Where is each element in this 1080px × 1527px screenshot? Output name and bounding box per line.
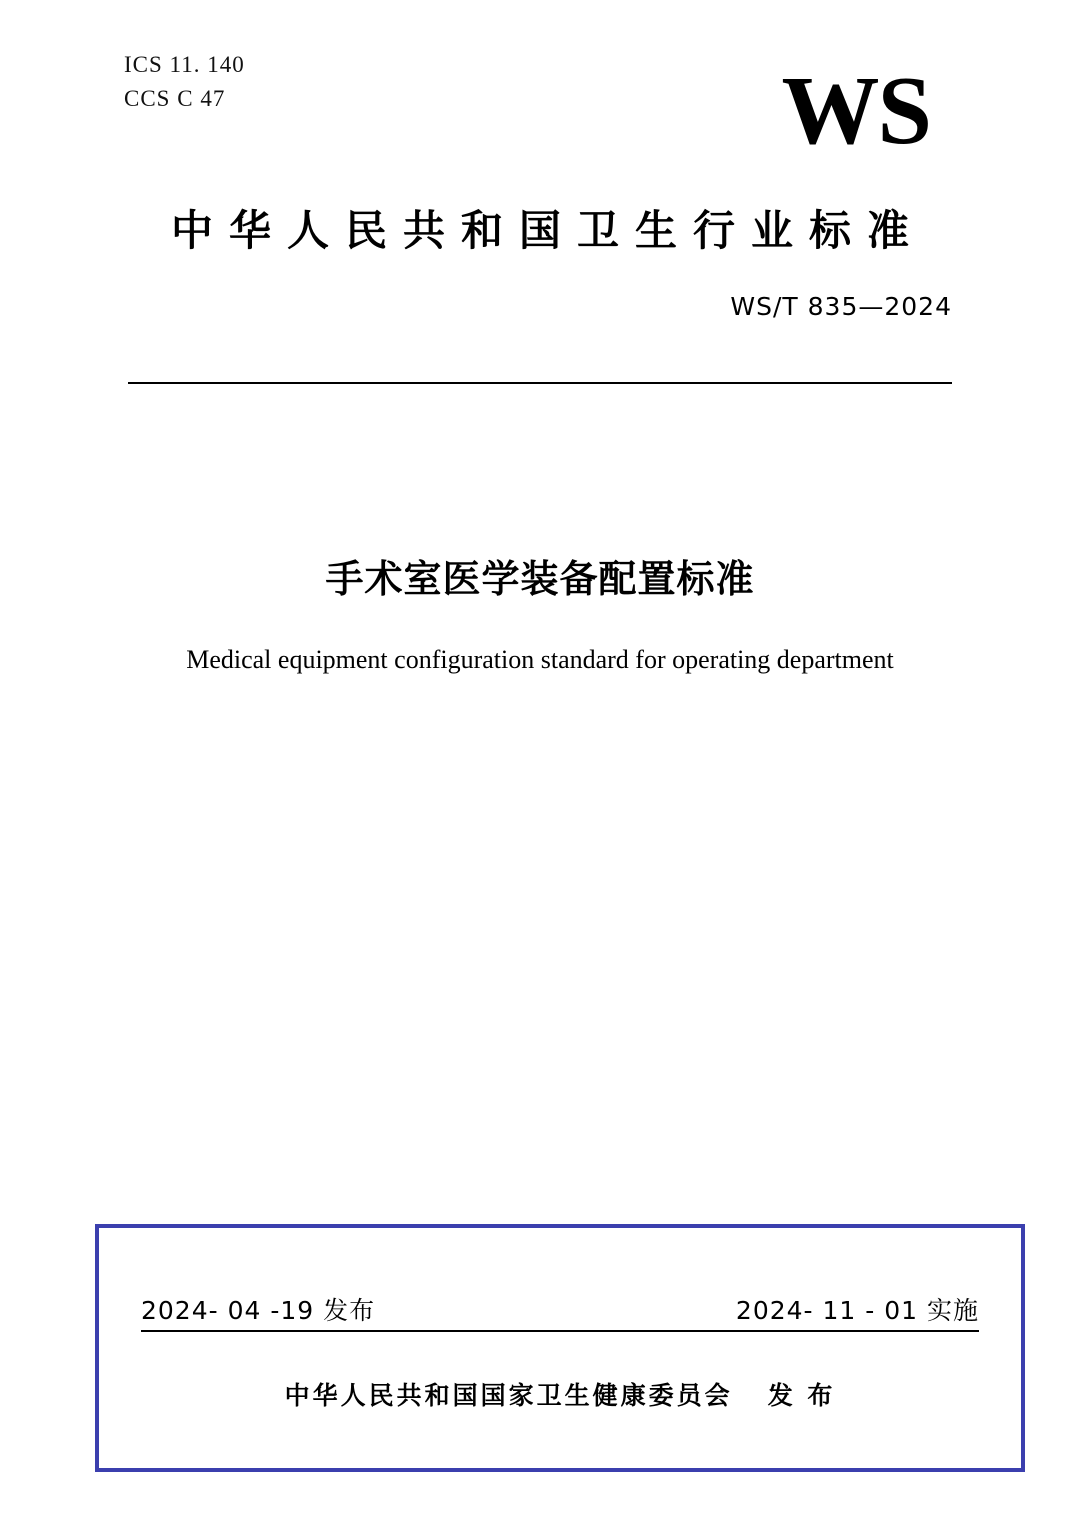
publication-frame [95, 1224, 1025, 1472]
issue-date: 2024- 04 -19 发布 [141, 1296, 376, 1325]
classification-codes [124, 48, 245, 116]
standard-number: WS/T 835—2024 [730, 292, 952, 321]
ics-code: ICS 11. 140 [124, 52, 245, 77]
effective-date: 2024- 11 - 01 实施 [735, 1296, 979, 1325]
publication-dates [141, 1288, 979, 1332]
ws-logo: WS [781, 57, 930, 165]
document-title-chinese: 手术室医学装备配置标准 [325, 557, 755, 601]
national-standard-title: 中华人民共和国卫生行业标准 [170, 206, 925, 255]
ccs-code: CCS C 47 [124, 86, 226, 111]
issuing-authority: 中华人民共和国国家卫生健康委员会 发 布 [284, 1381, 836, 1410]
header-divider [128, 382, 952, 384]
document-title-english: Medical equipment configuration standard for operating department [186, 645, 894, 674]
